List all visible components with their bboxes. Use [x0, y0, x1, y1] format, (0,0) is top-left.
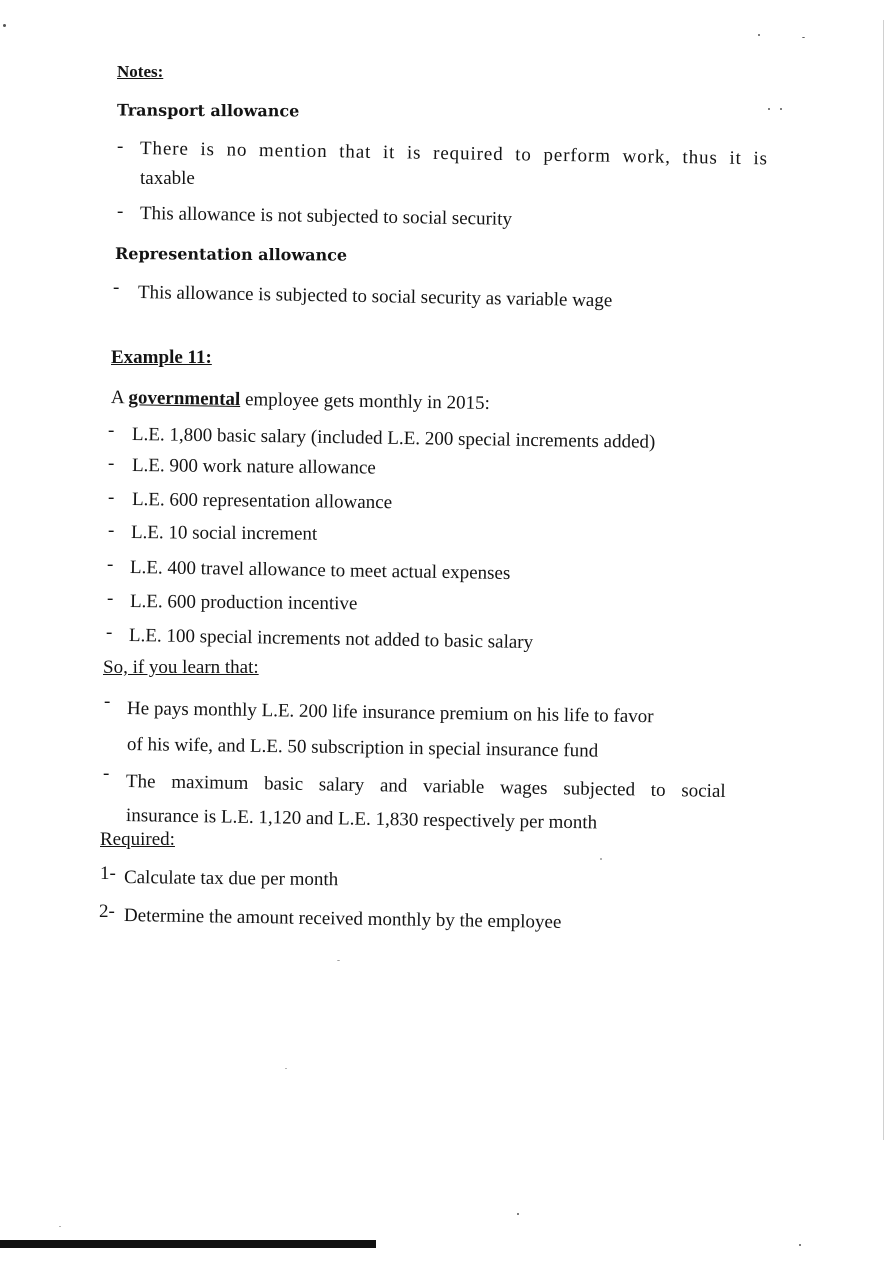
- example-item: L.E. 10 social increment: [130, 522, 318, 545]
- scan-speck: [883, 20, 884, 1140]
- required-item-2-number: 2-: [99, 901, 115, 922]
- scan-speck: [799, 1244, 801, 1246]
- bullet-dash: -: [108, 487, 115, 508]
- scan-speck: [285, 1068, 287, 1069]
- example-item: L.E. 1,800 basic salary (included L.E. 200 special increments added): [131, 424, 656, 453]
- example-intro-suffix: employee gets monthly in 2015:: [240, 389, 491, 414]
- bullet-dash: -: [117, 136, 124, 157]
- notes-heading: Notes:: [117, 62, 164, 81]
- page-bottom-bar: [0, 1240, 376, 1248]
- learn-item-1-line1: He pays monthly L.E. 200 life insurance premium on his life to favor: [126, 698, 654, 728]
- bullet-dash: -: [107, 554, 114, 575]
- scan-speck: [780, 108, 782, 110]
- bullet-dash: -: [106, 622, 113, 643]
- scan-speck: [758, 34, 760, 36]
- representation-allowance-title: Representation allowance: [114, 244, 348, 265]
- required-item-2-text: Determine the amount received monthly by the employee: [123, 905, 562, 933]
- learn-heading: So, if you learn that:: [103, 657, 259, 678]
- example-intro-emphasis: governmental: [128, 387, 241, 411]
- scan-speck: [59, 1226, 61, 1227]
- required-heading: Required:: [100, 829, 175, 850]
- required-item-1-text: Calculate tax due per month: [123, 867, 339, 891]
- example-item: L.E. 400 travel allowance to meet actual expenses: [129, 557, 511, 584]
- bullet-dash: -: [108, 520, 115, 541]
- bullet-dash: -: [108, 420, 115, 441]
- scan-speck: [517, 1213, 519, 1215]
- bullet-dash: -: [113, 277, 120, 298]
- scan-speck: [3, 24, 6, 27]
- scan-speck: [802, 37, 805, 38]
- example-item: L.E. 600 representation allowance: [131, 489, 393, 514]
- example-item: L.E. 600 production incentive: [129, 591, 358, 615]
- example-intro-prefix: A: [110, 387, 129, 409]
- transport-note-1-line2: taxable: [140, 168, 195, 189]
- bullet-dash: -: [103, 763, 110, 784]
- bullet-dash: -: [117, 201, 124, 222]
- learn-item-2-line2: insurance is L.E. 1,120 and L.E. 1,830 respectively per month: [125, 805, 598, 834]
- scan-speck: [337, 960, 340, 961]
- bullet-dash: -: [104, 691, 111, 712]
- bullet-dash: -: [107, 588, 114, 609]
- example-item: L.E. 100 special increments not added to basic salary: [128, 625, 534, 654]
- learn-item-2-line1: [125, 770, 726, 803]
- learn-item-1-line2: of his wife, and L.E. 50 subscription in special insurance fund: [126, 734, 599, 762]
- transport-note-1-line1: [139, 137, 769, 170]
- transport-note-1-text: There is no mention that it is required to perform work, thus it is: [139, 138, 769, 170]
- example-intro: [111, 386, 490, 416]
- example-item: L.E. 900 work nature allowance: [131, 455, 376, 479]
- bullet-dash: -: [108, 453, 115, 474]
- scan-speck: [600, 858, 602, 860]
- scan-speck: [768, 108, 770, 110]
- learn-item-2-text: The maximum basic salary and variable wages subjected to social: [125, 771, 726, 802]
- example-title: Example 11:: [111, 347, 212, 368]
- required-item-1-number: 1-: [100, 863, 116, 884]
- transport-note-2: This allowance is not subjected to social security: [139, 203, 513, 230]
- representation-note-1: This allowance is subjected to social security as variable wage: [137, 282, 613, 312]
- transport-allowance-title: Transport allowance: [116, 100, 300, 121]
